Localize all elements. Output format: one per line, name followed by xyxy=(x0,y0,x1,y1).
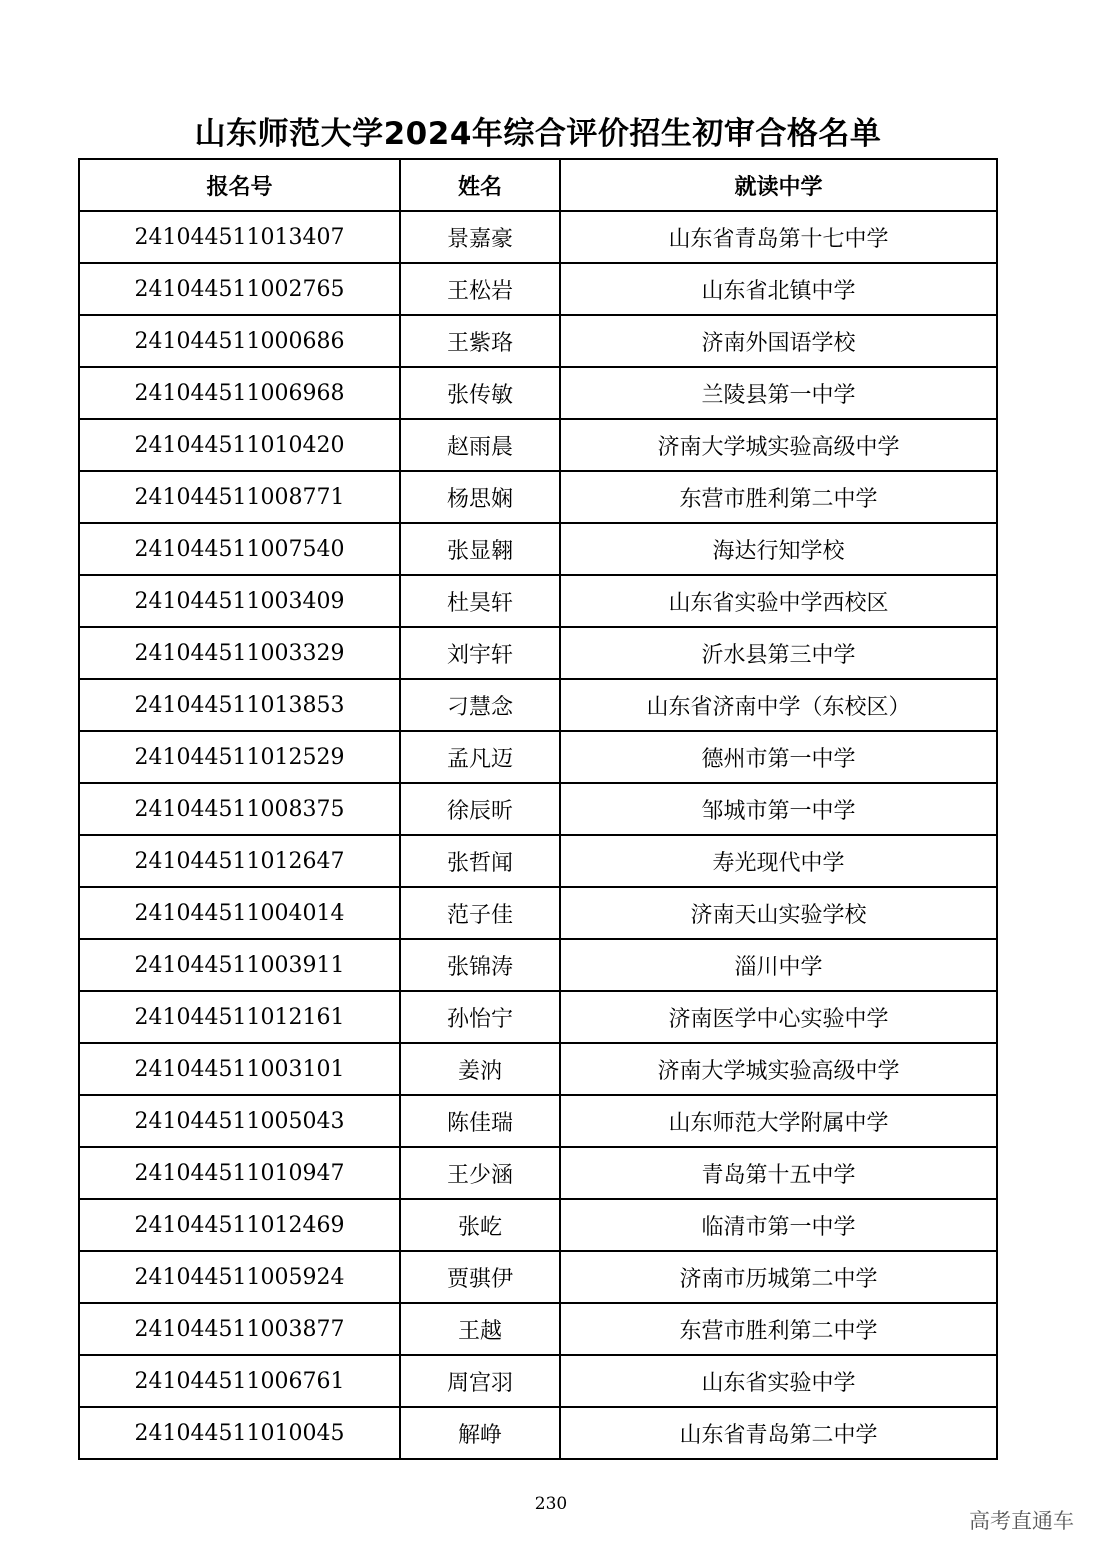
table-row xyxy=(79,211,997,263)
registration-number-cell: 241044511003101 xyxy=(79,1043,400,1095)
student-name-cell: 刁慧念 xyxy=(400,679,560,731)
table-row xyxy=(79,835,997,887)
header-name: 姓名 xyxy=(400,159,560,211)
student-name-cell: 张显翱 xyxy=(400,523,560,575)
school-cell: 济南市历城第二中学 xyxy=(560,1251,997,1303)
admission-list-table xyxy=(78,158,998,1460)
watermark-text: 高考直通车 xyxy=(969,1509,1074,1533)
registration-number-cell: 241044511010947 xyxy=(79,1147,400,1199)
school-cell: 沂水县第三中学 xyxy=(560,627,997,679)
table-row xyxy=(79,887,997,939)
school-cell: 山东省济南中学（东校区） xyxy=(560,679,997,731)
table-row xyxy=(79,523,997,575)
school-cell: 济南大学城实验高级中学 xyxy=(560,1043,997,1095)
registration-number-cell: 241044511008771 xyxy=(79,471,400,523)
registration-number-cell: 241044511003409 xyxy=(79,575,400,627)
student-name-cell: 王越 xyxy=(400,1303,560,1355)
registration-number-cell: 241044511000686 xyxy=(79,315,400,367)
page-number: 230 xyxy=(534,1494,568,1514)
school-cell: 山东省青岛第二中学 xyxy=(560,1407,997,1459)
table-row xyxy=(79,1095,997,1147)
registration-number-cell: 241044511005924 xyxy=(79,1251,400,1303)
student-name-cell: 王松岩 xyxy=(400,263,560,315)
table-row xyxy=(79,1043,997,1095)
table-row xyxy=(79,367,997,419)
student-name-cell: 孙怡宁 xyxy=(400,991,560,1043)
table-row xyxy=(79,679,997,731)
school-cell: 邹城市第一中学 xyxy=(560,783,997,835)
school-cell: 海达行知学校 xyxy=(560,523,997,575)
student-name-cell: 孟凡迈 xyxy=(400,731,560,783)
student-name-cell: 杜昊轩 xyxy=(400,575,560,627)
student-name-cell: 周宫羽 xyxy=(400,1355,560,1407)
registration-number-cell: 241044511003877 xyxy=(79,1303,400,1355)
table-row xyxy=(79,575,997,627)
student-name-cell: 王少涵 xyxy=(400,1147,560,1199)
registration-number-cell: 241044511006968 xyxy=(79,367,400,419)
student-name-cell: 张哲闻 xyxy=(400,835,560,887)
table-row xyxy=(79,1199,997,1251)
header-school: 就读中学 xyxy=(560,159,997,211)
document-title: 山东师范大学2024年综合评价招生初审合格名单 xyxy=(194,116,882,152)
school-cell: 山东省青岛第十七中学 xyxy=(560,211,997,263)
registration-number-cell: 241044511004014 xyxy=(79,887,400,939)
student-name-cell: 刘宇轩 xyxy=(400,627,560,679)
school-cell: 淄川中学 xyxy=(560,939,997,991)
student-name-cell: 赵雨晨 xyxy=(400,419,560,471)
school-cell: 山东师范大学附属中学 xyxy=(560,1095,997,1147)
table-row xyxy=(79,939,997,991)
student-name-cell: 范子佳 xyxy=(400,887,560,939)
table-body xyxy=(79,211,997,1459)
school-cell: 济南外国语学校 xyxy=(560,315,997,367)
table-row xyxy=(79,783,997,835)
school-cell: 济南医学中心实验中学 xyxy=(560,991,997,1043)
student-name-cell: 姜汭 xyxy=(400,1043,560,1095)
table-row xyxy=(79,315,997,367)
registration-number-cell: 241044511012469 xyxy=(79,1199,400,1251)
school-cell: 济南大学城实验高级中学 xyxy=(560,419,997,471)
student-name-cell: 贾骐伊 xyxy=(400,1251,560,1303)
school-cell: 济南天山实验学校 xyxy=(560,887,997,939)
student-name-cell: 景嘉豪 xyxy=(400,211,560,263)
school-cell: 山东省实验中学 xyxy=(560,1355,997,1407)
student-name-cell: 徐辰昕 xyxy=(400,783,560,835)
student-name-cell: 解峥 xyxy=(400,1407,560,1459)
registration-number-cell: 241044511013407 xyxy=(79,211,400,263)
school-cell: 寿光现代中学 xyxy=(560,835,997,887)
table-row xyxy=(79,1355,997,1407)
registration-number-cell: 241044511010045 xyxy=(79,1407,400,1459)
student-name-cell: 张屹 xyxy=(400,1199,560,1251)
registration-number-cell: 241044511003911 xyxy=(79,939,400,991)
table-row xyxy=(79,419,997,471)
registration-number-cell: 241044511008375 xyxy=(79,783,400,835)
registration-number-cell: 241044511002765 xyxy=(79,263,400,315)
header-registration-number: 报名号 xyxy=(79,159,400,211)
student-name-cell: 陈佳瑞 xyxy=(400,1095,560,1147)
school-cell: 兰陵县第一中学 xyxy=(560,367,997,419)
table-row xyxy=(79,471,997,523)
registration-number-cell: 241044511003329 xyxy=(79,627,400,679)
registration-number-cell: 241044511012529 xyxy=(79,731,400,783)
school-cell: 山东省北镇中学 xyxy=(560,263,997,315)
student-name-cell: 张锦涛 xyxy=(400,939,560,991)
school-cell: 东营市胜利第二中学 xyxy=(560,471,997,523)
table-header-row xyxy=(79,159,997,211)
school-cell: 青岛第十五中学 xyxy=(560,1147,997,1199)
registration-number-cell: 241044511007540 xyxy=(79,523,400,575)
student-name-cell: 张传敏 xyxy=(400,367,560,419)
table-row xyxy=(79,1303,997,1355)
table-row xyxy=(79,731,997,783)
table-row xyxy=(79,627,997,679)
table-row xyxy=(79,1251,997,1303)
registration-number-cell: 241044511012161 xyxy=(79,991,400,1043)
school-cell: 德州市第一中学 xyxy=(560,731,997,783)
school-cell: 山东省实验中学西校区 xyxy=(560,575,997,627)
registration-number-cell: 241044511013853 xyxy=(79,679,400,731)
table-row xyxy=(79,1147,997,1199)
student-name-cell: 王紫珞 xyxy=(400,315,560,367)
registration-number-cell: 241044511006761 xyxy=(79,1355,400,1407)
table-row xyxy=(79,263,997,315)
table-row xyxy=(79,991,997,1043)
student-name-cell: 杨思娴 xyxy=(400,471,560,523)
registration-number-cell: 241044511012647 xyxy=(79,835,400,887)
table-row xyxy=(79,1407,997,1459)
school-cell: 临清市第一中学 xyxy=(560,1199,997,1251)
school-cell: 东营市胜利第二中学 xyxy=(560,1303,997,1355)
registration-number-cell: 241044511010420 xyxy=(79,419,400,471)
registration-number-cell: 241044511005043 xyxy=(79,1095,400,1147)
